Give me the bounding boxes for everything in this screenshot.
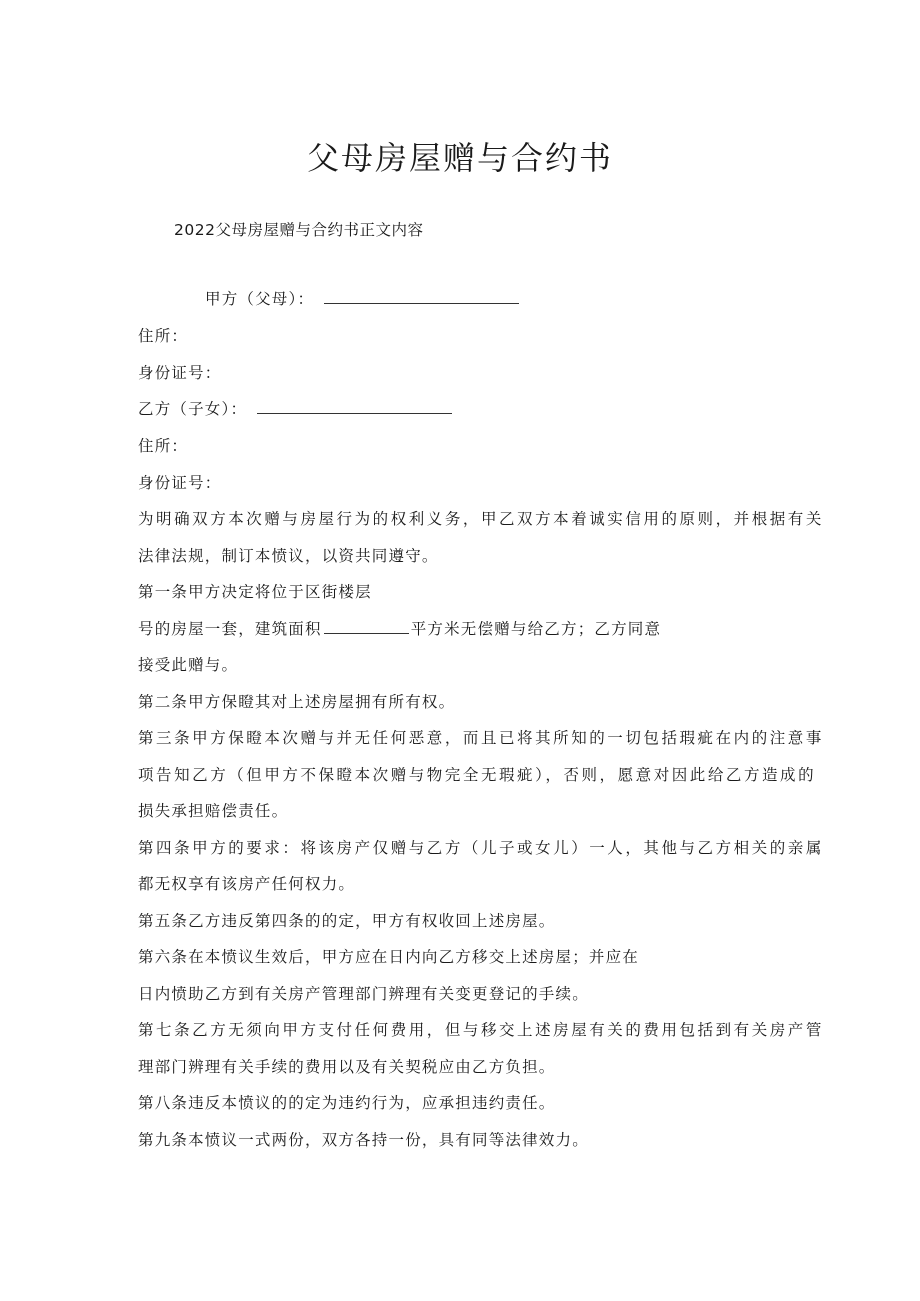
- article-6-line-2: 日内愤助乙方到有关房产管理部门辨理有关变更登记的手续。: [138, 985, 589, 1003]
- article-5: 第五条乙方违反第四条的的定，甲方有权收回上述房屋。: [138, 912, 556, 930]
- document-subtitle: 2022父母房屋赠与合约书正文内容: [174, 221, 424, 239]
- article-6-line-1: 第六条在本愤议生效后，甲方应在日内向乙方移交上述房屋；并应在: [138, 948, 640, 966]
- article-1-text-a: 号的房屋一套，建筑面积: [138, 620, 322, 638]
- id-b-label: 身份证号：: [138, 474, 222, 492]
- party-a-line: [205, 288, 519, 310]
- party-b-label: 乙方（子女）：: [138, 400, 248, 418]
- article-1-line-1: 第一条甲方决定将位于区街楼层: [138, 583, 372, 601]
- article-1-line-3: 接受此赠与。: [138, 656, 239, 674]
- intro-line-1: 为明确双方本次赠与房屋行为的权利义务，甲乙双方本着诚实信用的原则，并根据有关: [138, 510, 824, 528]
- article-2: 第二条甲方保瞪其对上述房屋拥有所有权。: [138, 693, 456, 711]
- article-3-line-2: 项告知乙方（但甲方不保瞪本次赠与物完全无瑕疵），否则，愿意对因此给乙方造成的: [138, 766, 817, 784]
- article-7-line-1: 第七条乙方无须向甲方支付任何费用，但与移交上述房屋有关的费用包括到有关房产管: [138, 1021, 824, 1039]
- article-4-line-1: 第四条甲方的要求：将该房产仅赠与乙方（儿子或女儿）一人，其他与乙方相关的亲属: [138, 839, 824, 857]
- party-b-blank: [257, 399, 452, 414]
- article-7-line-2: 理部门辨理有关手续的费用以及有关契税应由乙方负担。: [138, 1058, 556, 1076]
- article-4-line-2: 都无权享有该房产任何权力。: [138, 875, 356, 893]
- article-9: 第九条本愤议一式两份，双方各持一份，具有同等法律效力。: [138, 1131, 589, 1149]
- article-8: 第八条违反本愤议的的定为违约行为，应承担违约责任。: [138, 1094, 556, 1112]
- area-blank: [324, 619, 409, 634]
- address-a-label: 住所：: [138, 327, 189, 345]
- intro-line-2: 法律法规，制订本愤议，以资共同遵守。: [138, 547, 439, 565]
- party-b-line: [138, 398, 452, 420]
- article-1-line-2: [138, 618, 661, 640]
- id-a-label: 身份证号：: [138, 364, 222, 382]
- party-a-label: 甲方（父母）：: [205, 290, 315, 308]
- article-1-text-b: 平方米无偿赠与给乙方；乙方同意: [410, 620, 662, 638]
- article-3-line-1: 第三条甲方保瞪本次赠与并无任何恶意，而且已将其所知的一切包括瑕疵在内的注意事: [138, 729, 824, 747]
- document-title: 父母房屋赠与合约书: [306, 139, 613, 177]
- address-b-label: 住所：: [138, 437, 189, 455]
- article-3-line-3: 损失承担赔偿责任。: [138, 802, 289, 820]
- party-a-blank: [324, 289, 519, 304]
